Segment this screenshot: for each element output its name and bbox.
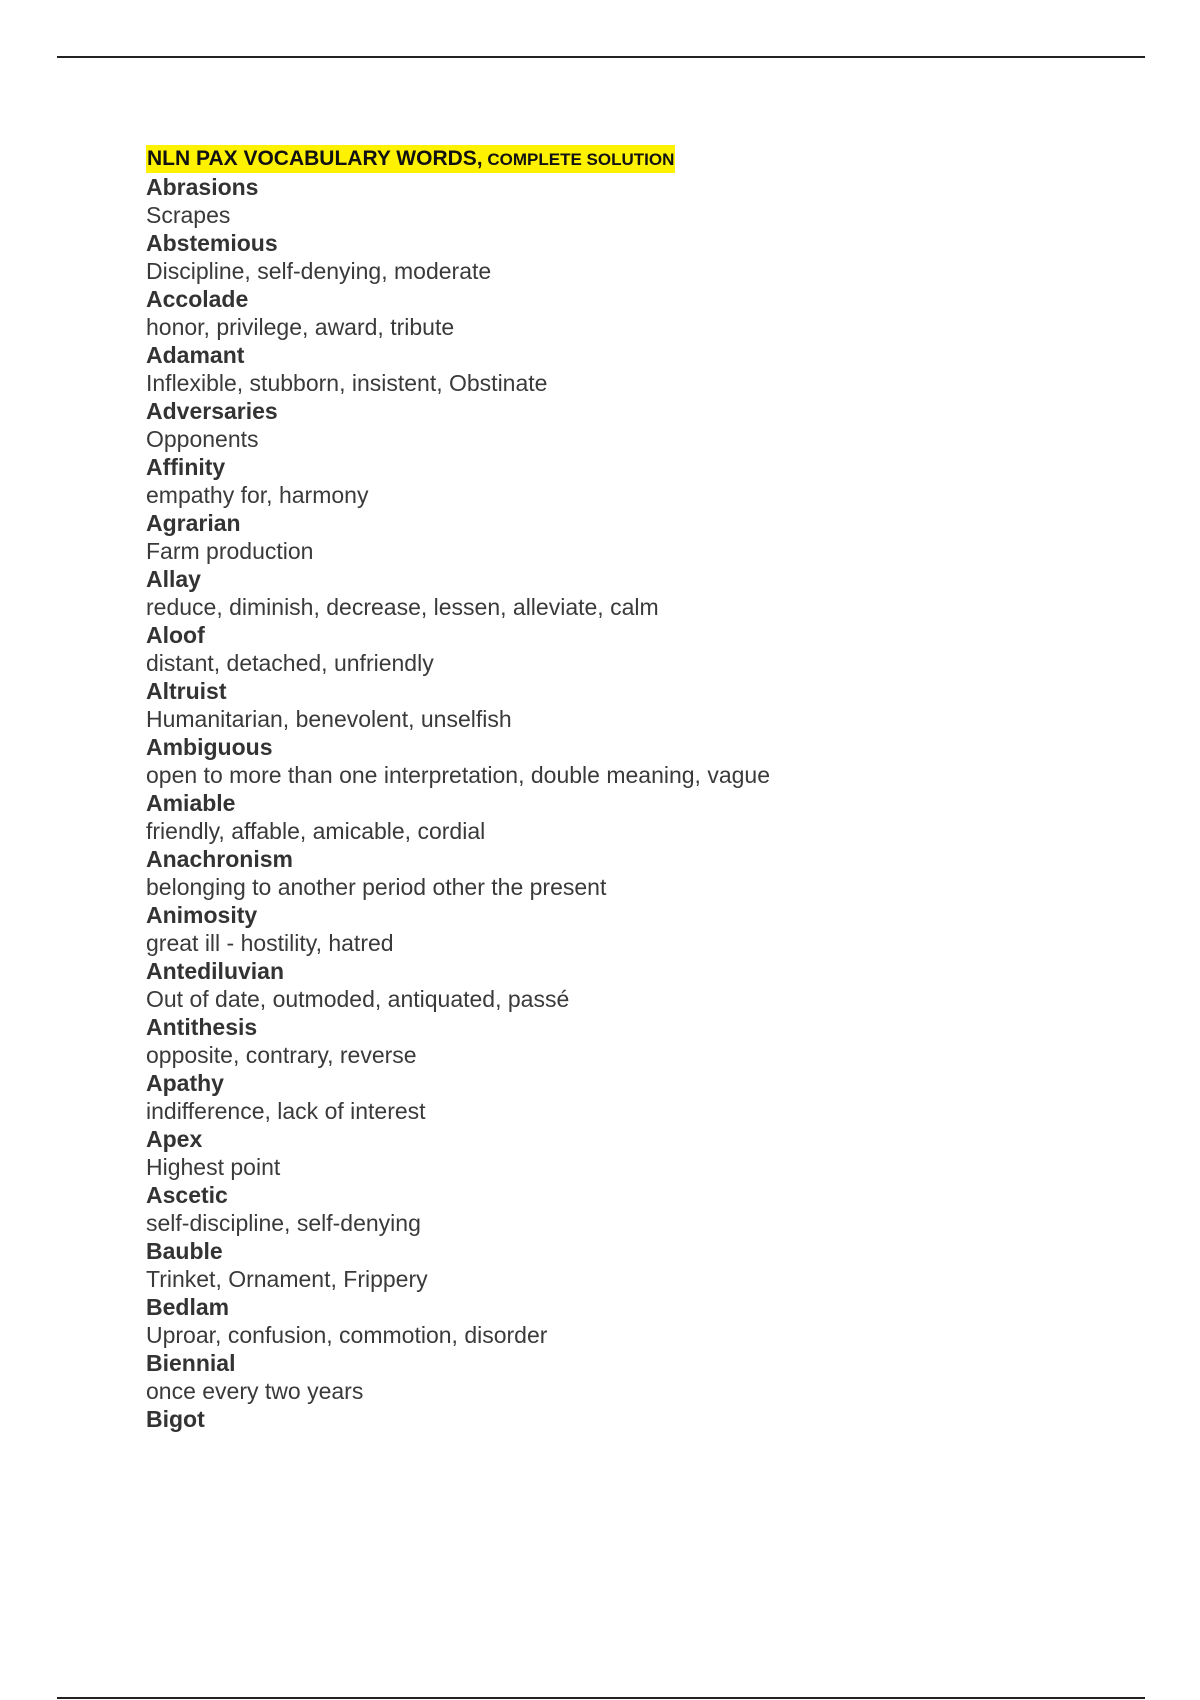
- vocabulary-list: [146, 173, 1106, 1433]
- vocabulary-definition: Uproar, confusion, commotion, disorder: [146, 1322, 548, 1348]
- vocabulary-entry: [146, 845, 1106, 901]
- vocabulary-term: Antediluvian: [146, 958, 285, 984]
- header-rule: [57, 56, 1145, 58]
- vocabulary-term: Apathy: [146, 1070, 224, 1096]
- vocabulary-entry: [146, 453, 1106, 509]
- vocabulary-entry: [146, 1349, 1106, 1405]
- vocabulary-definition: Farm production: [146, 538, 314, 564]
- vocabulary-definition: great ill - hostility, hatred: [146, 930, 394, 956]
- vocabulary-entry: [146, 565, 1106, 621]
- vocabulary-term: Altruist: [146, 678, 227, 704]
- vocabulary-term: Bigot: [146, 1406, 205, 1432]
- vocabulary-term: Affinity: [146, 454, 226, 480]
- vocabulary-entry: [146, 341, 1106, 397]
- vocabulary-entry: [146, 1125, 1106, 1181]
- vocabulary-definition: indifference, lack of interest: [146, 1098, 426, 1124]
- vocabulary-entry: [146, 789, 1106, 845]
- vocabulary-definition: once every two years: [146, 1378, 364, 1404]
- vocabulary-definition: friendly, affable, amicable, cordial: [146, 818, 486, 844]
- footer-rule: [57, 1697, 1145, 1699]
- vocabulary-term: Agrarian: [146, 510, 241, 536]
- vocabulary-term: Accolade: [146, 286, 249, 312]
- document-title-main: NLN PAX VOCABULARY WORDS,: [147, 147, 483, 170]
- vocabulary-entry: [146, 677, 1106, 733]
- vocabulary-definition: open to more than one interpretation, double meaning, vague: [146, 762, 770, 788]
- vocabulary-term: Antithesis: [146, 1014, 258, 1040]
- vocabulary-entry: [146, 173, 1106, 229]
- vocabulary-entry: [146, 397, 1106, 453]
- vocabulary-term: Ambiguous: [146, 734, 273, 760]
- vocabulary-entry: [146, 1181, 1106, 1237]
- vocabulary-definition: Inflexible, stubborn, insistent, Obstinate: [146, 370, 548, 396]
- document-title: [146, 145, 675, 173]
- vocabulary-entry: [146, 285, 1106, 341]
- vocabulary-definition: Out of date, outmoded, antiquated, passé: [146, 986, 570, 1012]
- vocabulary-entry: [146, 1237, 1106, 1293]
- vocabulary-entry: [146, 1013, 1106, 1069]
- vocabulary-entry: [146, 1069, 1106, 1125]
- vocabulary-definition: Scrapes: [146, 202, 231, 228]
- vocabulary-definition: Opponents: [146, 426, 259, 452]
- vocabulary-definition: honor, privilege, award, tribute: [146, 314, 455, 340]
- vocabulary-definition: distant, detached, unfriendly: [146, 650, 434, 676]
- vocabulary-term: Bauble: [146, 1238, 223, 1264]
- vocabulary-entry: [146, 1293, 1106, 1349]
- vocabulary-term: Aloof: [146, 622, 205, 648]
- vocabulary-definition: belonging to another period other the present: [146, 874, 607, 900]
- vocabulary-term: Abstemious: [146, 230, 278, 256]
- vocabulary-definition: Discipline, self-denying, moderate: [146, 258, 492, 284]
- vocabulary-term: Ascetic: [146, 1182, 228, 1208]
- vocabulary-entry: [146, 733, 1106, 789]
- vocabulary-definition: Highest point: [146, 1154, 281, 1180]
- vocabulary-entry: [146, 229, 1106, 285]
- vocabulary-entry: [146, 509, 1106, 565]
- vocabulary-definition: empathy for, harmony: [146, 482, 369, 508]
- vocabulary-term: Animosity: [146, 902, 258, 928]
- vocabulary-definition: self-discipline, self-denying: [146, 1210, 421, 1236]
- vocabulary-definition: reduce, diminish, decrease, lessen, alleviate, calm: [146, 594, 659, 620]
- vocabulary-term: Adversaries: [146, 398, 278, 424]
- document-body: [146, 145, 1106, 1433]
- vocabulary-entry: [146, 957, 1106, 1013]
- vocabulary-term: Apex: [146, 1126, 203, 1152]
- vocabulary-term: Biennial: [146, 1350, 236, 1376]
- vocabulary-term: Amiable: [146, 790, 236, 816]
- vocabulary-definition: Humanitarian, benevolent, unselfish: [146, 706, 512, 732]
- vocabulary-term: Allay: [146, 566, 201, 592]
- vocabulary-term: Anachronism: [146, 846, 293, 872]
- vocabulary-term: Bedlam: [146, 1294, 230, 1320]
- vocabulary-entry: [146, 621, 1106, 677]
- vocabulary-definition: opposite, contrary, reverse: [146, 1042, 417, 1068]
- document-title-sub: COMPLETE SOLUTION: [482, 150, 675, 169]
- vocabulary-entry: [146, 1405, 1106, 1433]
- vocabulary-term: Abrasions: [146, 174, 259, 200]
- vocabulary-entry: [146, 901, 1106, 957]
- vocabulary-definition: Trinket, Ornament, Frippery: [146, 1266, 428, 1292]
- vocabulary-term: Adamant: [146, 342, 245, 368]
